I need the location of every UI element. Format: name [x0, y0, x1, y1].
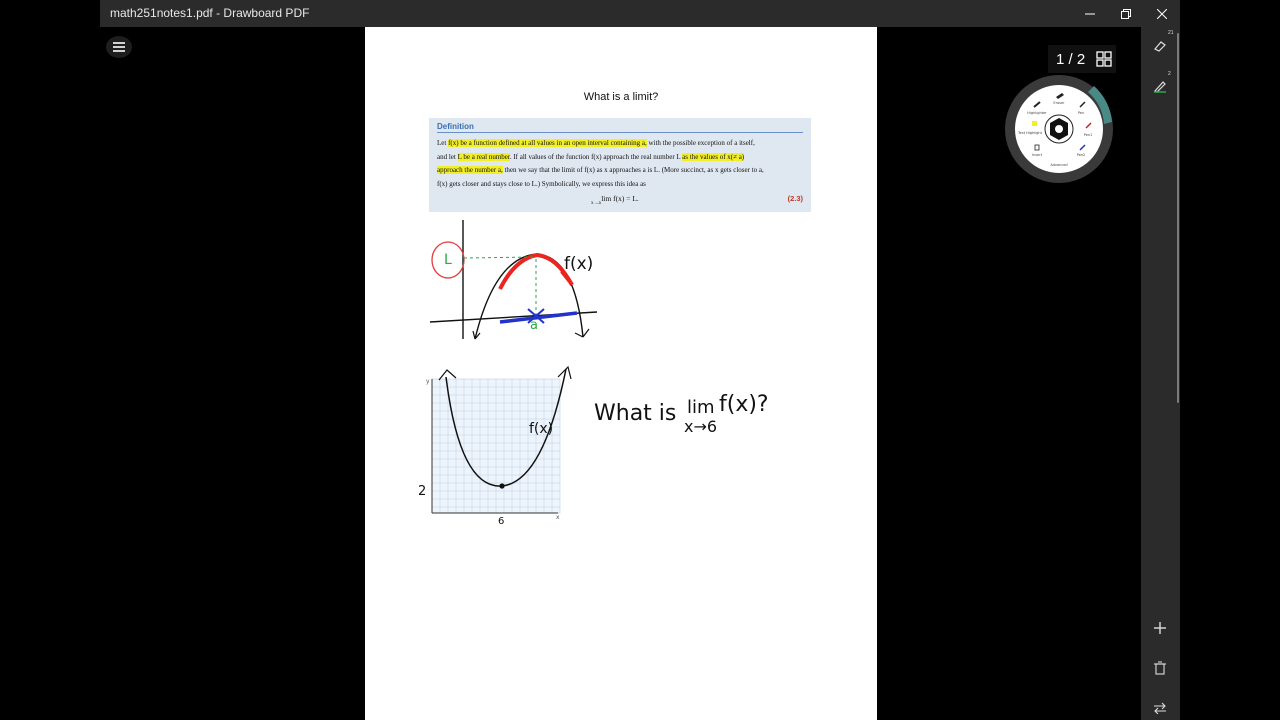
highlight-run: approach the number a, — [437, 166, 503, 174]
def-text-run: with the possible exception of a itself, — [646, 139, 755, 147]
page-title: What is a limit? — [583, 91, 659, 103]
L-label: L — [444, 252, 452, 268]
def-text-run: Let — [437, 139, 449, 147]
equation-subscript: x→a — [591, 201, 601, 206]
question-lim: lim — [687, 397, 715, 418]
a-label: a — [530, 318, 538, 333]
handwritten-annotations — [365, 27, 877, 720]
swap-button[interactable] — [1149, 697, 1171, 719]
equation-text: lim f(x) = L. — [601, 194, 639, 203]
sketch2-y-axis-label: y — [426, 378, 430, 385]
grid-view-icon[interactable] — [1096, 51, 1112, 67]
pen-badge: 2 — [1168, 71, 1171, 77]
question-func: f(x)? — [719, 392, 769, 417]
eraser-icon — [1153, 39, 1167, 53]
wheel-label-pen[interactable]: Pen — [1077, 111, 1085, 115]
pdf-page[interactable] — [365, 27, 877, 720]
tool-wheel[interactable] — [1004, 74, 1114, 184]
delete-button[interactable] — [1149, 657, 1171, 679]
def-text-run: f(x) gets closer and stays close to L.) Symbolically, we express this idea as — [437, 179, 646, 188]
restore-button[interactable] — [1108, 0, 1144, 27]
sketch2-x-axis-label: x — [556, 514, 560, 521]
pen-icon — [1153, 79, 1167, 93]
sketch2-x-tick: 6 — [498, 516, 505, 527]
trash-icon — [1154, 661, 1166, 675]
scrollbar[interactable] — [1177, 33, 1179, 403]
sketch1-blue-marks — [500, 309, 577, 323]
wheel-label-pen1[interactable]: Pen1 — [1083, 133, 1093, 137]
page-counter-text: 1 / 2 — [1056, 50, 1086, 68]
minimize-icon — [1085, 9, 1095, 19]
question-text: What is — [594, 401, 677, 426]
highlight-run: L be a real number — [457, 152, 510, 161]
equation-number: (2.3) — [787, 194, 803, 203]
plus-icon — [1153, 621, 1167, 635]
wheel-label-text-highlight[interactable]: Text Highlight — [1018, 131, 1042, 135]
def-text-run: then we say that the limit of f(x) as x approaches a is L. (More succinct, as x gets closer to a, — [502, 166, 764, 174]
definition-heading: Definition — [437, 122, 474, 131]
pen-tool-button[interactable] — [1149, 75, 1171, 97]
add-button[interactable] — [1149, 617, 1171, 639]
close-button[interactable] — [1144, 0, 1180, 27]
text-highlight-icon — [1032, 121, 1037, 126]
sketch1-f-label: f(x) — [564, 254, 594, 274]
sketch2-f-label: f(x) — [529, 421, 554, 437]
sketch2-y-tick: 2 — [418, 484, 427, 499]
sketch2-grid — [432, 379, 560, 513]
window-title: math251notes1.pdf - Drawboard PDF — [110, 6, 310, 20]
close-icon — [1157, 9, 1167, 19]
sketch1-red-marks — [432, 242, 572, 289]
handwritten-question — [594, 392, 769, 436]
page-counter[interactable] — [1048, 45, 1116, 73]
swap-icon — [1153, 702, 1167, 714]
highlight-run: as the values of x(≠ a) — [682, 152, 745, 161]
question-subscript: x→6 — [684, 417, 718, 436]
right-toolbar — [1141, 27, 1180, 720]
wheel-label-advanced[interactable]: Advanced — [1050, 163, 1068, 167]
eraser-badge: 21 — [1168, 30, 1174, 36]
menu-button[interactable] — [106, 36, 132, 58]
def-text-run: . If all values of the function f(x) approach the real number L — [509, 152, 683, 161]
title-bar — [100, 0, 1180, 27]
wheel-label-highlighter[interactable]: Highlighter — [1027, 111, 1047, 115]
def-text-run: and let — [437, 152, 458, 161]
hamburger-icon — [113, 42, 125, 52]
eraser-tool-button[interactable] — [1149, 35, 1171, 57]
wheel-label-eraser[interactable]: Eraser — [1053, 101, 1065, 105]
app-window — [100, 0, 1180, 720]
restore-icon — [1121, 9, 1131, 19]
wheel-label-pen2[interactable]: Pen2 — [1076, 153, 1086, 157]
wheel-label-insert[interactable]: Insert — [1031, 153, 1043, 157]
highlight-run: f(x) be a function defined at all values in an open interval containing a, — [448, 139, 647, 147]
minimize-button[interactable] — [1072, 0, 1108, 27]
